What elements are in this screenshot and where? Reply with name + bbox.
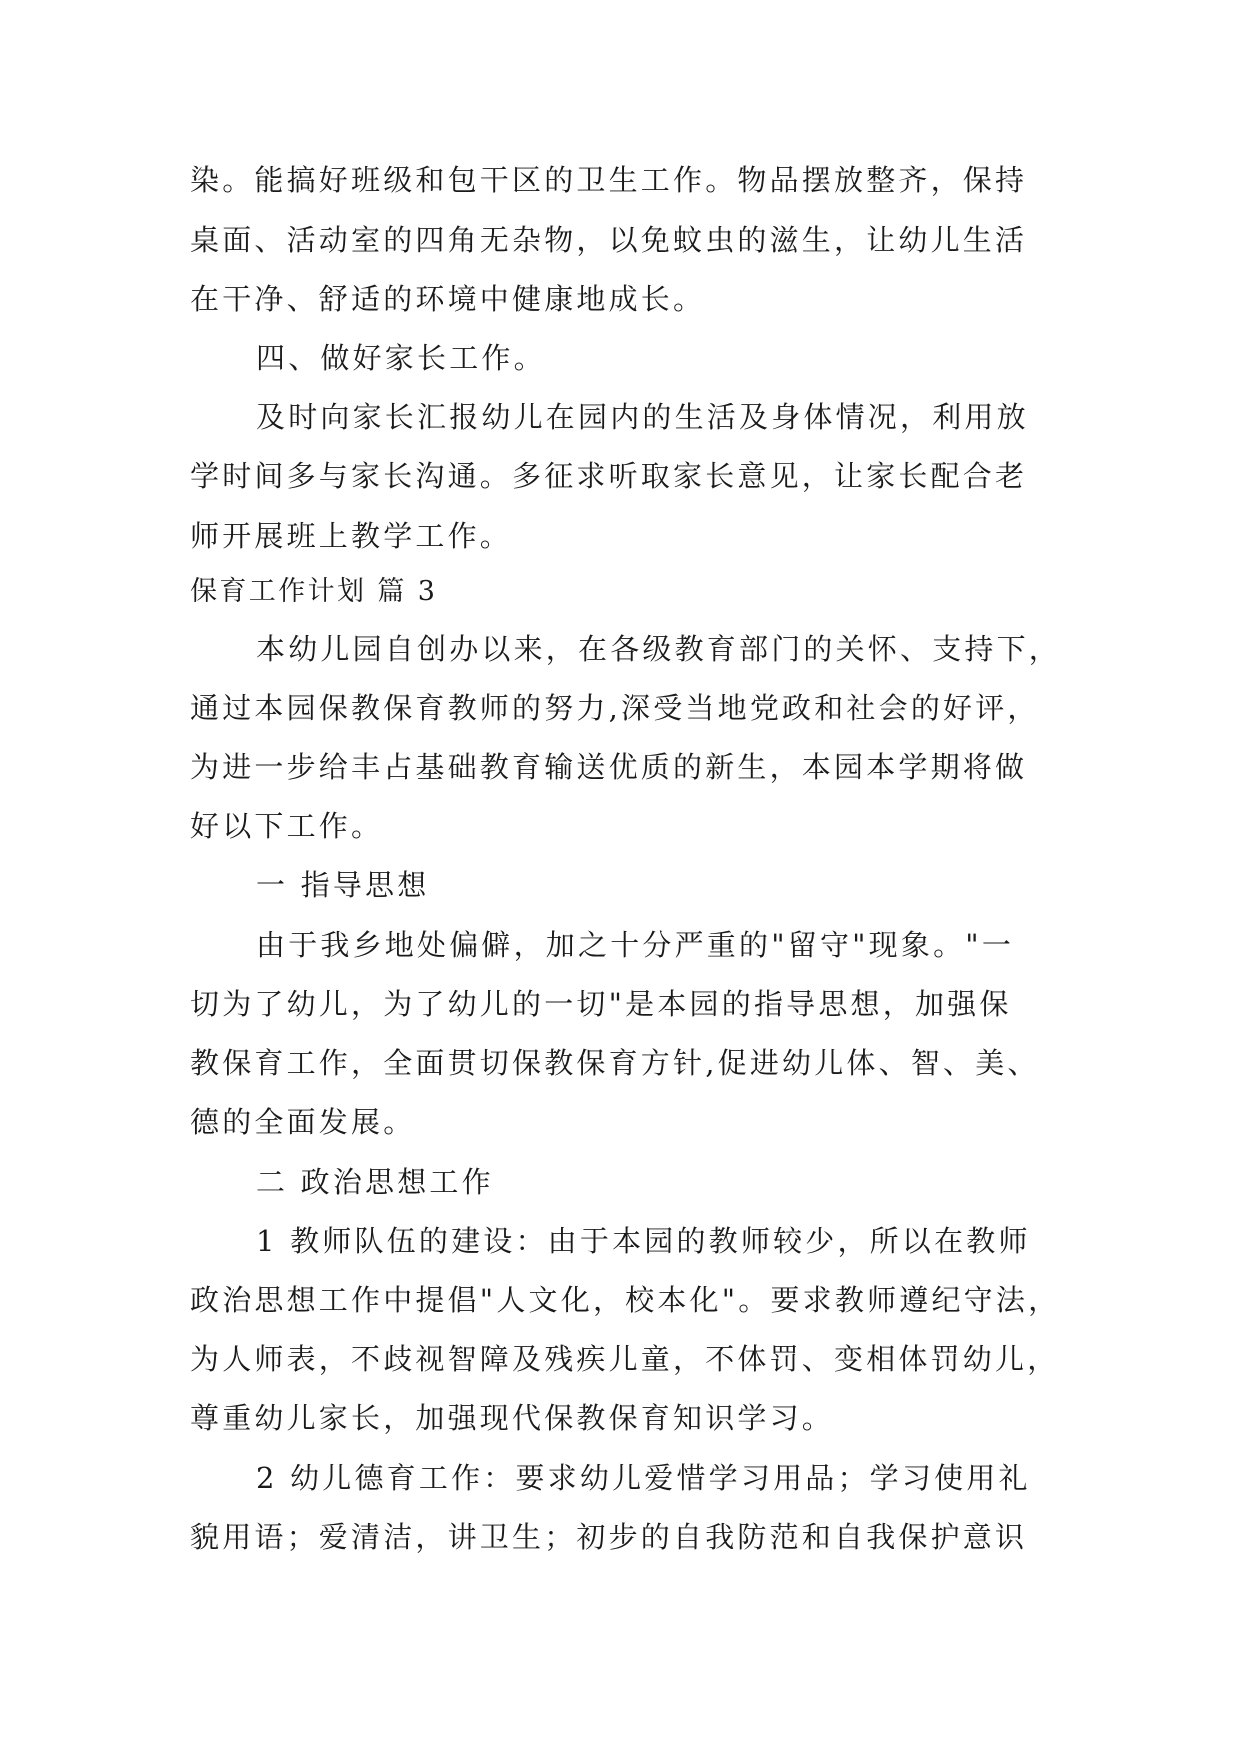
text-line: 教保育工作，全面贯切保教保育方针,促进幼儿体、智、美、 — [190, 1046, 1040, 1080]
plan-title: 保育工作计划 篇 3 — [190, 576, 438, 607]
text-line: 桌面、活动室的四角无杂物，以免蚊虫的滋生，让幼儿生活 — [190, 223, 1028, 257]
text-line: 学时间多与家长沟通。多征求听取家长意见，让家长配合老 — [190, 459, 1028, 493]
text-line: 及时向家长汇报幼儿在园内的生活及身体情况，利用放 — [256, 400, 1029, 434]
text-line: 切为了幼儿，为了幼儿的一切"是本园的指导思想，加强保 — [190, 987, 1012, 1021]
text-line: 貌用语；爱清洁，讲卫生；初步的自我防范和自我保护意识 — [190, 1520, 1028, 1554]
text-line: 为人师表，不歧视智障及残疾儿童，不体罚、变相体罚幼儿， — [190, 1342, 1060, 1376]
text-line: 德的全面发展。 — [190, 1105, 416, 1139]
text-line: 2 幼儿德育工作：要求幼儿爱惜学习用品；学习使用礼 — [256, 1461, 1031, 1495]
text-line: 通过本园保教保育教师的努力,深受当地党政和社会的好评， — [190, 691, 1040, 725]
section-heading: 一 指导思想 — [256, 868, 430, 902]
text-line: 在干净、舒适的环境中健康地成长。 — [190, 282, 706, 316]
section-heading: 四、做好家长工作。 — [256, 341, 546, 375]
text-line: 为进一步给丰占基础教育输送优质的新生，本园本学期将做 — [190, 750, 1028, 784]
text-line: 师开展班上教学工作。 — [190, 519, 513, 553]
text-line: 1 教师队伍的建设：由于本园的教师较少，所以在教师 — [256, 1224, 1031, 1258]
text-line: 好以下工作。 — [190, 809, 384, 843]
text-line: 政治思想工作中提倡"人文化，校本化"。要求教师遵纪守法， — [190, 1283, 1061, 1317]
text-line: 由于我乡地处偏僻，加之十分严重的"留守"现象。"一 — [256, 928, 1015, 962]
text-line: 尊重幼儿家长，加强现代保教保育知识学习。 — [190, 1401, 835, 1435]
text-line: 本幼儿园自创办以来，在各级教育部门的关怀、支持下， — [256, 632, 1062, 666]
section-heading: 二 政治思想工作 — [256, 1165, 494, 1199]
text-line: 染。能搞好班级和包干区的卫生工作。物品摆放整齐，保持 — [190, 163, 1028, 197]
